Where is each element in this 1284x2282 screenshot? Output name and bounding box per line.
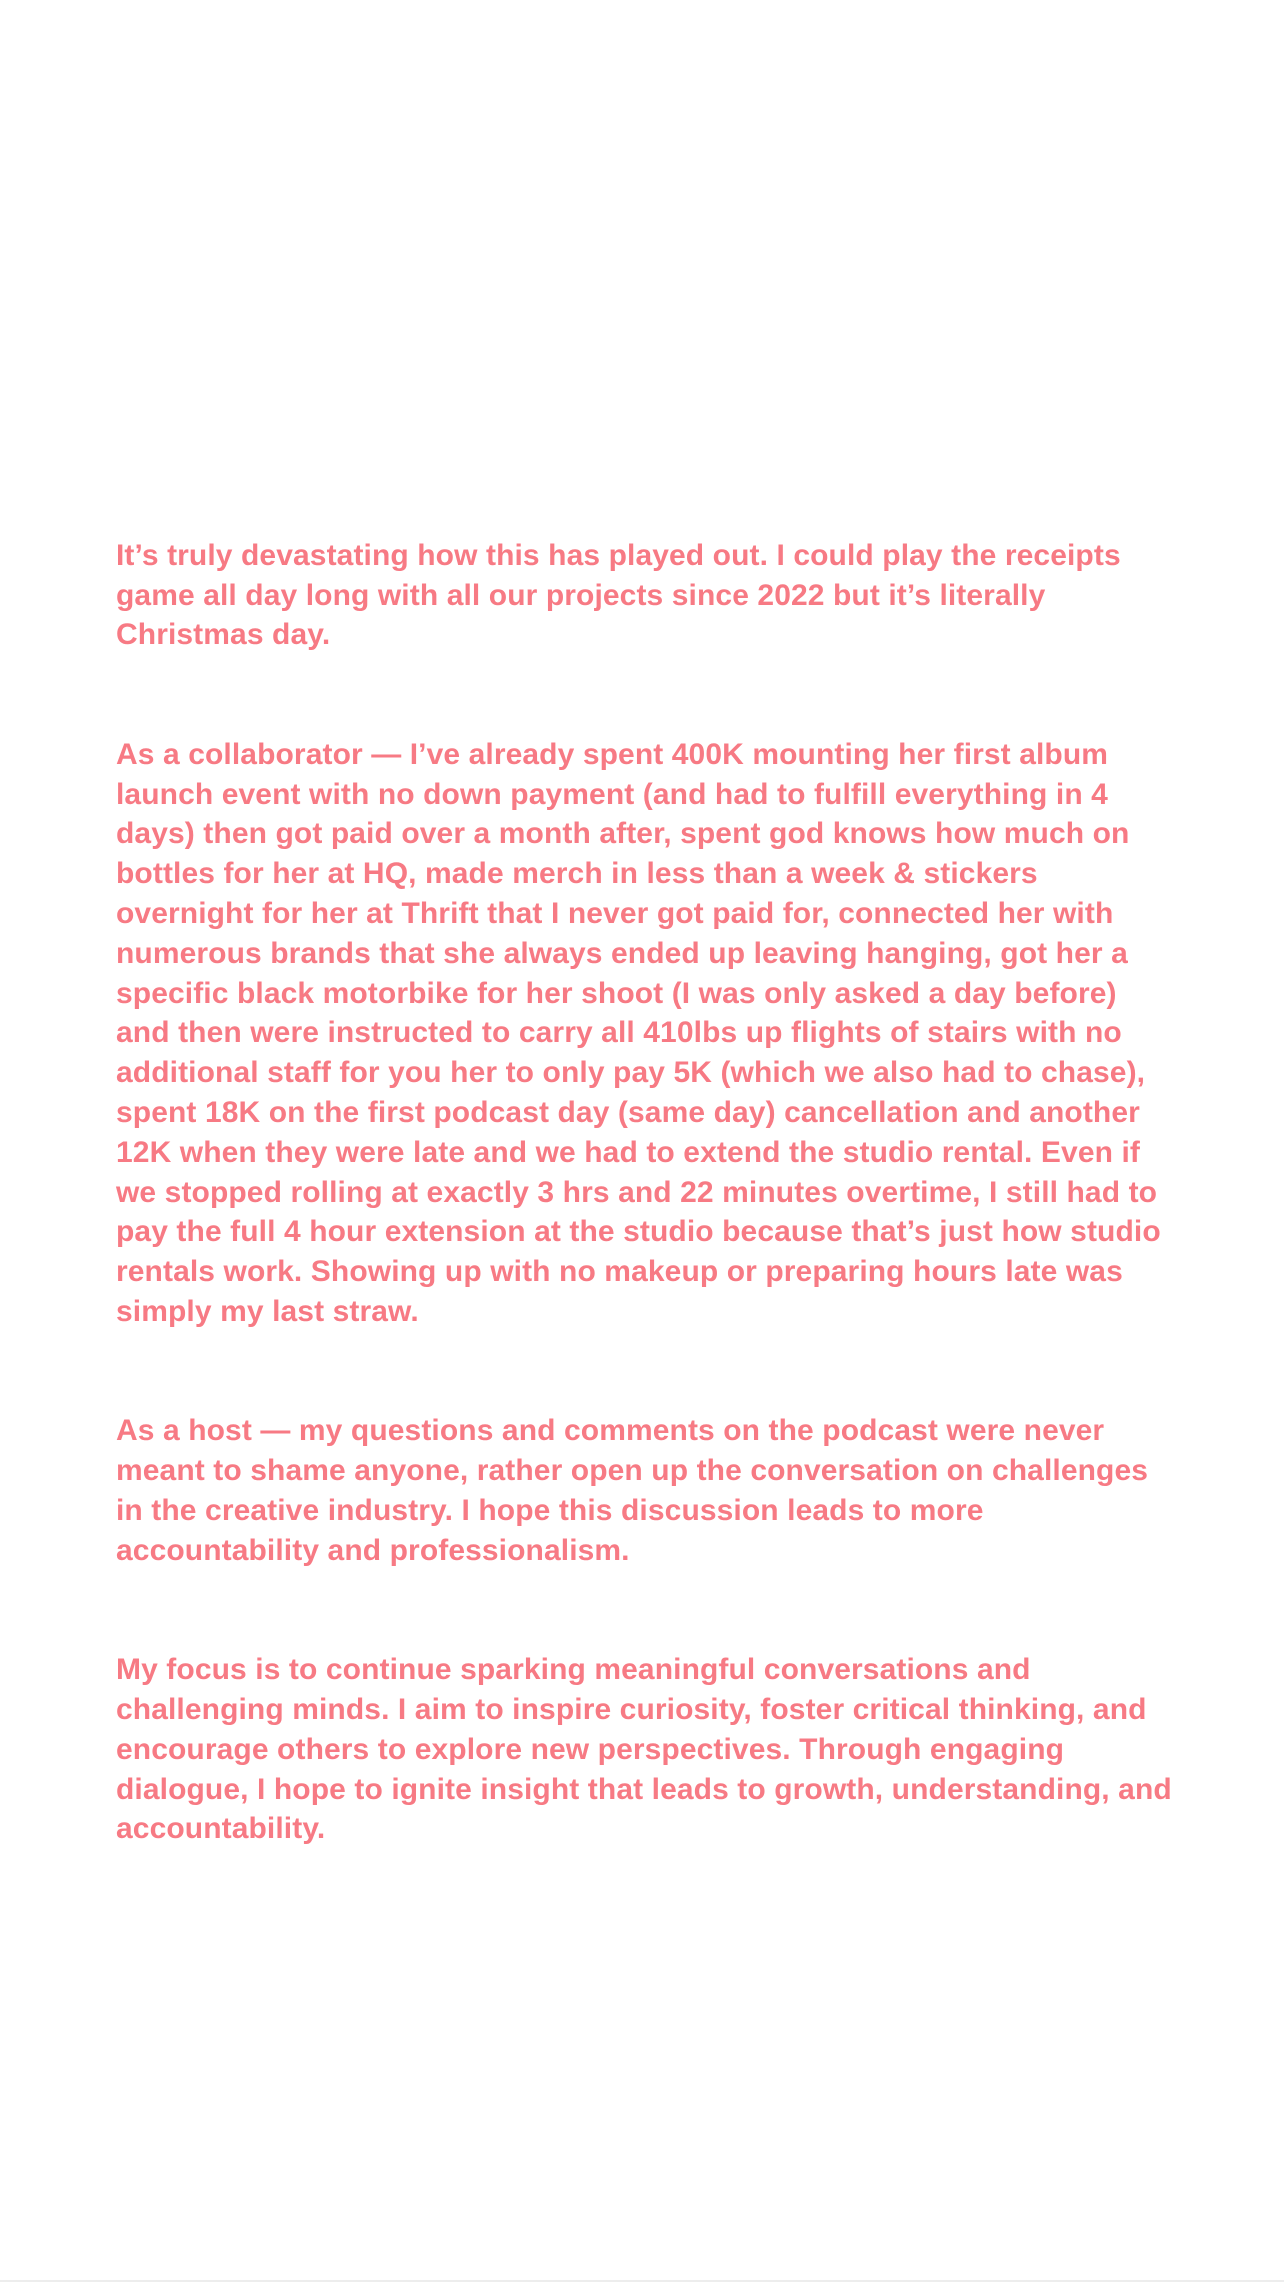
paragraph-intro: It’s truly devastating how this has played out. I could play the receipts game all day long with all our projects since 2022 but it’s literally Christmas day. bbox=[116, 538, 1121, 652]
paragraph-focus: My focus is to continue sparking meaningful conversations and challenging minds. I aim to inspire curiosity, foster critical thinking, and encourage others to explore new perspectives. Through engaging dialogue, I hope to ignite insight that leads to growth, understanding, and accountability. bbox=[116, 1653, 1172, 1846]
story-text-block bbox=[116, 496, 1176, 1929]
paragraph-collaborator: As a collaborator — I’ve already spent 400K mounting her first album launch event with no down payment (and had to fulfill everything in 4 days) then got paid over a month after, spent god knows how much on bottles for her at HQ, made merch in less than a week & stickers overnight for her at Thrift that I never got paid for, connected her with numerous brands that she always ended up leaving hanging, got her a specific black motorbike for her shoot (I was only asked a day before) and then were instructed to carry all 410lbs up flights of stairs with no additional staff for you her to only pay 5K (which we also had to chase), spent 18K on the first podcast day (same day) cancellation and another 12K when they were late and we had to extend the studio rental. Even if we stopped rolling at exactly 3 hrs and 22 minutes overtime, I still had to pay the full 4 hour extension at the studio because that’s just how studio rentals work. Showing up with no makeup or preparing hours late was simply my last straw. bbox=[116, 737, 1161, 1328]
paragraph-host: As a host — my questions and comments on the podcast were never meant to shame anyone, rather open up the conversation on challenges in the creative industry. I hope this discussion leads to more accountability and professionalism. bbox=[116, 1414, 1149, 1567]
